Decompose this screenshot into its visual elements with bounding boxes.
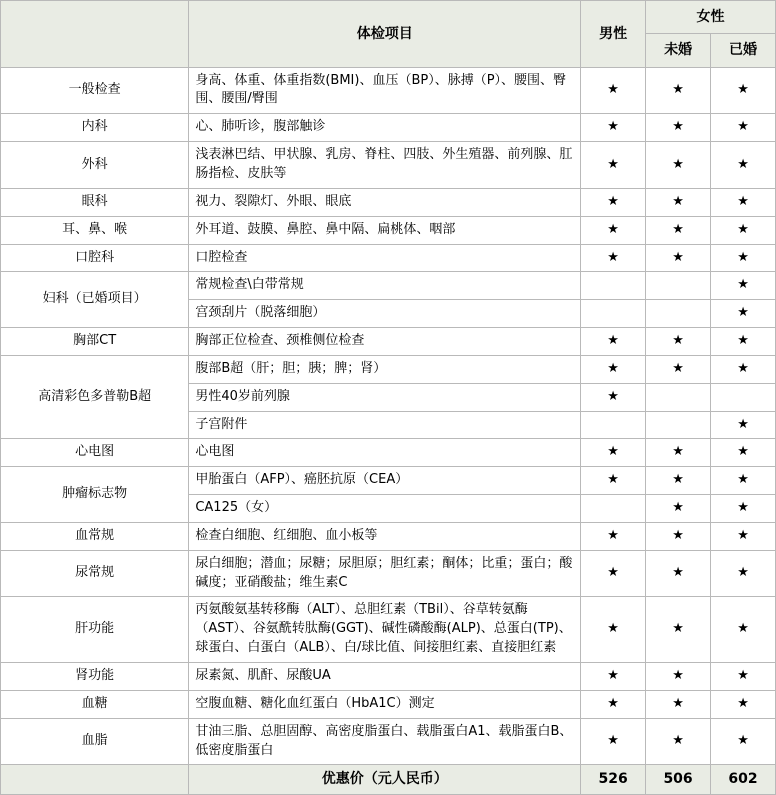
row-category: 肿瘤标志物 <box>1 467 189 523</box>
row-mark-male: ★ <box>581 550 646 597</box>
row-mark-married: ★ <box>711 597 776 663</box>
header-corner-blank <box>1 1 189 68</box>
row-mark-male <box>581 272 646 300</box>
table-row <box>1 272 776 300</box>
row-item-description: 子宫附件 <box>189 411 581 439</box>
row-mark-married: ★ <box>711 114 776 142</box>
row-mark-unmarried: ★ <box>646 355 711 383</box>
total-row <box>1 765 776 794</box>
row-mark-male: ★ <box>581 67 646 114</box>
row-item-description: 甘油三脂、总胆固醇、高密度脂蛋白、载脂蛋白A1、载脂蛋白B、低密度脂蛋白 <box>189 718 581 765</box>
table-row <box>1 188 776 216</box>
row-mark-male: ★ <box>581 383 646 411</box>
row-category: 心电图 <box>1 439 189 467</box>
row-category: 一般检查 <box>1 67 189 114</box>
table-row <box>1 355 776 383</box>
row-category: 肝功能 <box>1 597 189 663</box>
row-item-description: 检查白细胞、红细胞、血小板等 <box>189 522 581 550</box>
row-item-description: 空腹血糖、糖化血红蛋白（HbA1C）测定 <box>189 690 581 718</box>
row-mark-unmarried: ★ <box>646 718 711 765</box>
row-mark-male: ★ <box>581 244 646 272</box>
row-item-description: CA125（女） <box>189 495 581 523</box>
row-mark-married: ★ <box>711 663 776 691</box>
row-mark-unmarried: ★ <box>646 467 711 495</box>
row-category: 血糖 <box>1 690 189 718</box>
row-mark-married: ★ <box>711 522 776 550</box>
row-item-description: 甲胎蛋白（AFP）、癌胚抗原（CEA） <box>189 467 581 495</box>
row-mark-male: ★ <box>581 216 646 244</box>
row-mark-married: ★ <box>711 328 776 356</box>
table-row <box>1 597 776 663</box>
row-mark-male: ★ <box>581 355 646 383</box>
table-row <box>1 439 776 467</box>
row-mark-married: ★ <box>711 411 776 439</box>
row-mark-married: ★ <box>711 142 776 189</box>
header-unmarried: 未婚 <box>646 34 711 67</box>
row-mark-unmarried: ★ <box>646 244 711 272</box>
row-mark-unmarried: ★ <box>646 114 711 142</box>
header-female: 女性 <box>646 1 776 34</box>
table-row <box>1 690 776 718</box>
row-mark-unmarried: ★ <box>646 142 711 189</box>
row-mark-married <box>711 383 776 411</box>
row-item-description: 外耳道、鼓膜、鼻腔、鼻中隔、扁桃体、咽部 <box>189 216 581 244</box>
row-mark-married: ★ <box>711 244 776 272</box>
header-married: 已婚 <box>711 34 776 67</box>
table-row <box>1 142 776 189</box>
row-mark-unmarried: ★ <box>646 188 711 216</box>
row-category: 尿常规 <box>1 550 189 597</box>
row-mark-male: ★ <box>581 142 646 189</box>
table-body <box>1 67 776 765</box>
total-blank-cell <box>1 765 189 794</box>
row-mark-unmarried: ★ <box>646 67 711 114</box>
row-category: 血常规 <box>1 522 189 550</box>
row-mark-married: ★ <box>711 216 776 244</box>
table-row <box>1 522 776 550</box>
row-mark-male: ★ <box>581 467 646 495</box>
row-mark-male: ★ <box>581 188 646 216</box>
row-mark-male: ★ <box>581 718 646 765</box>
row-mark-married: ★ <box>711 355 776 383</box>
row-item-description: 腹部B超（肝；胆；胰；脾；肾） <box>189 355 581 383</box>
row-mark-male: ★ <box>581 328 646 356</box>
row-item-description: 男性40岁前列腺 <box>189 383 581 411</box>
row-mark-male: ★ <box>581 522 646 550</box>
row-mark-married: ★ <box>711 690 776 718</box>
row-mark-male: ★ <box>581 690 646 718</box>
row-mark-male: ★ <box>581 663 646 691</box>
row-mark-unmarried: ★ <box>646 663 711 691</box>
row-mark-unmarried: ★ <box>646 522 711 550</box>
row-category: 妇科（已婚项目） <box>1 272 189 328</box>
row-mark-married: ★ <box>711 467 776 495</box>
row-mark-male: ★ <box>581 597 646 663</box>
table-row <box>1 663 776 691</box>
row-mark-male <box>581 495 646 523</box>
row-mark-unmarried <box>646 300 711 328</box>
row-mark-male <box>581 411 646 439</box>
row-mark-married: ★ <box>711 67 776 114</box>
table-row <box>1 114 776 142</box>
total-male: 526 <box>581 765 646 794</box>
total-married: 602 <box>711 765 776 794</box>
row-mark-married: ★ <box>711 300 776 328</box>
row-mark-married: ★ <box>711 495 776 523</box>
row-mark-married: ★ <box>711 718 776 765</box>
row-category: 口腔科 <box>1 244 189 272</box>
row-item-description: 胸部正位检查、颈椎侧位检查 <box>189 328 581 356</box>
row-mark-unmarried: ★ <box>646 328 711 356</box>
total-unmarried: 506 <box>646 765 711 794</box>
row-mark-unmarried <box>646 272 711 300</box>
row-category: 内科 <box>1 114 189 142</box>
row-item-description: 浅表淋巴结、甲状腺、乳房、脊柱、四肢、外生殖器、前列腺、肛肠指检、皮肤等 <box>189 142 581 189</box>
row-mark-married: ★ <box>711 188 776 216</box>
row-mark-male <box>581 300 646 328</box>
row-mark-unmarried: ★ <box>646 597 711 663</box>
row-mark-male: ★ <box>581 114 646 142</box>
row-category: 耳、鼻、喉 <box>1 216 189 244</box>
row-mark-male: ★ <box>581 439 646 467</box>
row-mark-married: ★ <box>711 550 776 597</box>
row-item-description: 尿白细胞；潜血；尿糖；尿胆原；胆红素；酮体；比重；蛋白；酸碱度；亚硝酸盐；维生素C <box>189 550 581 597</box>
row-mark-unmarried: ★ <box>646 550 711 597</box>
header-male: 男性 <box>581 1 646 68</box>
row-mark-unmarried: ★ <box>646 439 711 467</box>
row-item-description: 丙氨酸氨基转移酶（ALT）、总胆红素（TBil）、谷草转氨酶（AST）、谷氨酰转肽酶(GGT)、碱性磷酸酶(ALP)、总蛋白(TP)、球蛋白、白蛋白（ALB）、白/球比值、间接胆红素、直接胆红素 <box>189 597 581 663</box>
row-category: 外科 <box>1 142 189 189</box>
row-mark-unmarried <box>646 383 711 411</box>
row-category: 高清彩色多普勒B超 <box>1 355 189 439</box>
table-row <box>1 718 776 765</box>
table-row <box>1 467 776 495</box>
row-item-description: 心、肺听诊，腹部触诊 <box>189 114 581 142</box>
total-label: 优惠价（元人民币） <box>189 765 581 794</box>
table-row <box>1 244 776 272</box>
row-item-description: 宫颈刮片（脱落细胞） <box>189 300 581 328</box>
row-item-description: 视力、裂隙灯、外眼、眼底 <box>189 188 581 216</box>
row-mark-unmarried: ★ <box>646 690 711 718</box>
table-row <box>1 328 776 356</box>
table-row <box>1 67 776 114</box>
row-mark-unmarried <box>646 411 711 439</box>
row-mark-married: ★ <box>711 439 776 467</box>
row-mark-unmarried: ★ <box>646 495 711 523</box>
row-item-description: 常规检查\白带常规 <box>189 272 581 300</box>
table-header-row <box>1 1 776 34</box>
row-item-description: 口腔检查 <box>189 244 581 272</box>
header-exam-items: 体检项目 <box>189 1 581 68</box>
row-item-description: 心电图 <box>189 439 581 467</box>
row-item-description: 身高、体重、体重指数(BMI)、血压（BP）、脉搏（P）、腰围、臀围、腰围/臀围 <box>189 67 581 114</box>
row-category: 胸部CT <box>1 328 189 356</box>
table-row <box>1 550 776 597</box>
row-mark-unmarried: ★ <box>646 216 711 244</box>
row-item-description: 尿素氮、肌酐、尿酸UA <box>189 663 581 691</box>
row-category: 血脂 <box>1 718 189 765</box>
table-row <box>1 216 776 244</box>
row-category: 肾功能 <box>1 663 189 691</box>
row-category: 眼科 <box>1 188 189 216</box>
row-mark-married: ★ <box>711 272 776 300</box>
